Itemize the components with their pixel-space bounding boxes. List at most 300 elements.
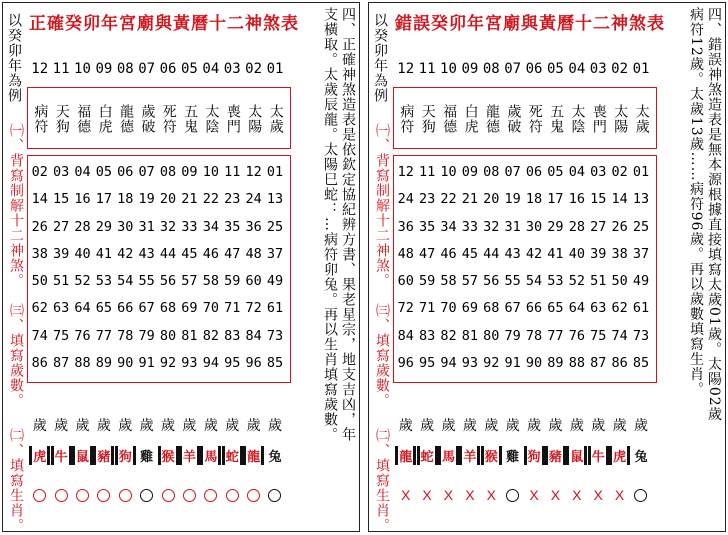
mark-cell: [157, 485, 178, 505]
sui-char: 歲: [118, 418, 133, 434]
grid-row: [29, 159, 286, 186]
age-cell: 77: [547, 327, 564, 344]
grid-row: [29, 350, 286, 377]
zodiac-bracket: [29, 446, 50, 465]
age-cell: 95: [224, 355, 241, 372]
circle-mark: [506, 489, 519, 502]
age-cell: 20: [159, 191, 177, 208]
age-cell: 82: [202, 327, 219, 344]
mark-cell: [459, 485, 480, 505]
mark-cell: [136, 485, 157, 505]
god-name: 天狗: [419, 104, 436, 134]
cross-mark: X: [572, 487, 582, 503]
age-cell: 55: [504, 273, 521, 290]
age-cell: 21: [461, 191, 478, 208]
zodiac-cell: [630, 446, 651, 465]
god-name: 龍德: [483, 104, 500, 134]
note-column-2: 病符12歲。太歲13歲……病符96歲。再以歲數填寫生肖。: [688, 7, 704, 397]
header-number: 03: [223, 61, 241, 77]
age-cell: 77: [95, 327, 112, 344]
grid-row: [395, 268, 652, 295]
zodiac-cell: [222, 446, 243, 465]
header-number: 02: [245, 61, 263, 77]
cross-mark: X: [422, 487, 432, 503]
age-cell: 91: [138, 355, 155, 372]
step1-label: ㈠、背寫制解十二神煞。: [8, 123, 24, 288]
age-cell: 22: [440, 191, 457, 208]
age-cell: 33: [181, 218, 198, 235]
sui-char: 歲: [398, 418, 413, 434]
sui-char: 歲: [32, 418, 47, 434]
zodiac-char: 兔: [268, 450, 282, 465]
age-cell: 73: [266, 327, 284, 344]
sui-char: 歲: [548, 418, 563, 434]
cross-mark: X: [614, 487, 625, 503]
age-cell: 13: [632, 191, 650, 208]
age-cell: 26: [31, 218, 48, 235]
mark-cell: [200, 485, 221, 505]
age-cell: 94: [440, 355, 457, 372]
god-name: 太陽: [246, 104, 263, 134]
cross-mark: X: [465, 487, 475, 503]
grid-row: [395, 350, 652, 377]
circle-mark: [162, 489, 175, 502]
incorrect-table-panel: [368, 2, 726, 532]
age-cell: 90: [117, 355, 134, 372]
age-grid: [29, 159, 286, 377]
sui-char: 歲: [139, 418, 154, 434]
age-cell: 83: [418, 327, 436, 344]
mark-cell: [545, 485, 566, 505]
age-cell: 12: [245, 164, 262, 180]
age-cell: 49: [266, 273, 284, 290]
age-cell: 86: [31, 355, 48, 372]
god-name: 歲破: [139, 104, 156, 134]
circle-mark: [183, 489, 196, 502]
age-cell: 03: [52, 164, 70, 180]
age-cell: 86: [611, 355, 628, 372]
zodiac-bracket: [588, 446, 609, 465]
god-name: 太陰: [569, 104, 586, 134]
age-cell: 87: [590, 355, 607, 372]
step1-label: ㈠、背寫制解十二神煞。: [374, 123, 390, 288]
zodiac-char: 馬: [204, 450, 218, 465]
age-cell: 89: [547, 355, 564, 372]
grid-row: [395, 159, 652, 186]
age-cell: 41: [547, 245, 564, 262]
zodiac-char: 狗: [527, 450, 541, 465]
age-cell: 17: [547, 191, 564, 208]
zodiac-cell: [502, 446, 523, 465]
zodiac-cell: [50, 446, 71, 465]
zodiac-bracket: [115, 446, 136, 465]
zodiac-cell: [523, 446, 544, 465]
zodiac-bracket: [481, 446, 502, 465]
age-cell: 43: [504, 245, 521, 262]
zodiac-bracket: [395, 446, 416, 465]
god-name: 喪門: [224, 104, 241, 134]
age-cell: 70: [440, 300, 457, 317]
age-cell: 67: [504, 300, 521, 317]
age-cell: 18: [525, 191, 543, 208]
age-cell: 79: [504, 327, 521, 344]
mark-cell: [523, 485, 544, 505]
god-name: 死符: [160, 104, 177, 134]
sui-row: [395, 415, 652, 435]
zodiac-bracket: [243, 446, 264, 465]
age-cell: 06: [117, 164, 134, 180]
age-grid: [395, 159, 652, 377]
header-number: 06: [525, 61, 543, 77]
age-cell: 91: [504, 355, 521, 372]
age-cell: 30: [117, 218, 134, 235]
header-number: 10: [74, 61, 91, 77]
age-cell: 09: [181, 164, 198, 180]
age-cell: 03: [590, 164, 607, 180]
cross-mark: X: [443, 487, 454, 503]
age-cell: 60: [397, 273, 414, 290]
age-cell: 11: [418, 164, 436, 180]
age-cell: 07: [504, 164, 521, 180]
age-cell: 19: [504, 191, 521, 208]
mark-cell: [115, 485, 136, 505]
age-cell: 21: [181, 191, 198, 208]
god-names-row: [395, 93, 652, 145]
zodiac-cell: [459, 446, 480, 465]
god-names-row: [29, 93, 286, 145]
age-cell: 43: [138, 245, 155, 262]
zodiac-cell: [588, 446, 609, 465]
grid-row: [395, 295, 652, 322]
age-cell: 20: [483, 191, 500, 208]
sui-char: 歲: [462, 418, 477, 434]
god-name: 白虎: [96, 104, 113, 134]
grid-row: [29, 241, 286, 268]
zodiac-bracket: [459, 446, 480, 465]
god-name: 太陽: [612, 104, 629, 134]
age-cell: 92: [159, 355, 177, 372]
zodiac-char: 牛: [54, 450, 68, 465]
age-cell: 79: [138, 327, 155, 344]
mark-cell: [50, 485, 71, 505]
age-cell: 18: [117, 191, 134, 208]
circle-mark: [634, 489, 647, 502]
mark-cell: [222, 485, 243, 505]
zodiac-cell: [566, 446, 587, 465]
zodiac-char: 雞: [506, 450, 520, 465]
age-cell: 32: [159, 218, 177, 235]
zodiac-bracket: [417, 446, 438, 465]
age-cell: 08: [483, 164, 500, 180]
zodiac-cell: [29, 446, 50, 465]
age-cell: 58: [202, 273, 219, 290]
age-cell: 53: [95, 273, 112, 290]
circle-mark: [247, 489, 260, 502]
circle-mark: [204, 489, 217, 502]
panel-title: 錯誤癸卯年宮廟與黃曆十二神煞表: [395, 14, 665, 34]
grid-row: [29, 186, 286, 213]
zodiac-cell: [72, 446, 93, 465]
cross-mark: X: [593, 487, 603, 503]
zodiac-char: 兔: [634, 450, 648, 465]
age-cell: 49: [632, 273, 650, 290]
zodiac-char: 蛇: [225, 450, 239, 465]
age-cell: 75: [590, 327, 607, 344]
sui-char: 歲: [182, 418, 197, 434]
age-cell: 60: [245, 273, 262, 290]
age-cell: 66: [525, 300, 543, 317]
zodiac-char: 豬: [548, 450, 562, 465]
age-cell: 96: [397, 355, 414, 372]
zodiac-bracket: [609, 446, 630, 465]
age-cell: 28: [74, 218, 91, 235]
mark-cell: [481, 485, 502, 505]
age-cell: 40: [74, 245, 91, 262]
age-cell: 56: [483, 273, 500, 290]
step3-label: ㈢、填寫歲數。: [374, 303, 390, 408]
age-cell: 24: [245, 191, 262, 208]
circle-mark: [97, 489, 110, 502]
header-number: 05: [181, 61, 198, 77]
age-cell: 37: [266, 245, 284, 262]
zodiac-cell: [416, 446, 437, 465]
god-name: 死符: [526, 104, 543, 134]
god-name: 五鬼: [548, 104, 565, 134]
grid-row: [395, 186, 652, 213]
side-label: 以癸卯年為例: [6, 13, 22, 103]
age-cell: 69: [461, 300, 478, 317]
grid-row: [29, 214, 286, 241]
sui-char: 歲: [591, 418, 606, 434]
age-cell: 08: [159, 164, 177, 180]
age-cell: 48: [397, 245, 414, 262]
age-cell: 19: [138, 191, 155, 208]
sui-char: 歲: [633, 418, 648, 434]
zodiac-char: 猴: [484, 450, 498, 465]
age-cell: 28: [568, 218, 585, 235]
sui-char: 歲: [441, 418, 456, 434]
age-cell: 42: [525, 245, 543, 262]
sui-char: 歲: [54, 418, 69, 434]
zodiac-bracket: [51, 446, 72, 465]
header-number: 04: [202, 61, 220, 77]
sui-char: 歲: [420, 418, 435, 434]
zodiac-char: 馬: [441, 450, 455, 465]
age-cell: 11: [224, 164, 241, 180]
grid-row: [29, 323, 286, 350]
zodiac-char: 龍: [247, 450, 261, 465]
age-cell: 36: [397, 218, 414, 235]
age-cell: 38: [31, 245, 48, 262]
cross-mark: X: [550, 487, 561, 503]
age-cell: 34: [202, 218, 219, 235]
mark-cell: [630, 485, 651, 505]
age-cell: 02: [31, 164, 48, 180]
sui-char: 歲: [484, 418, 499, 434]
god-name: 天狗: [53, 104, 70, 134]
circle-mark: [140, 489, 153, 502]
age-cell: 05: [547, 164, 564, 180]
zodiac-cell: [93, 446, 114, 465]
age-cell: 29: [547, 218, 564, 235]
zodiac-bracket: [545, 446, 566, 465]
cross-mark: X: [486, 487, 496, 503]
age-cell: 70: [202, 300, 219, 317]
age-cell: 78: [117, 327, 134, 344]
age-cell: 17: [95, 191, 112, 208]
step3-label: ㈢、填寫歲數。: [8, 303, 24, 408]
age-cell: 88: [568, 355, 585, 372]
age-cell: 40: [568, 245, 585, 262]
header-number: 07: [138, 61, 156, 77]
age-cell: 54: [117, 273, 134, 290]
age-cell: 62: [611, 300, 628, 317]
zodiac-char: 羊: [463, 450, 477, 465]
age-cell: 15: [590, 191, 607, 208]
age-cell: 02: [611, 164, 628, 180]
zodiac-row: [29, 446, 286, 465]
god-name: 福德: [441, 104, 458, 134]
zodiac-bracket: [566, 446, 587, 465]
age-cell: 68: [159, 300, 177, 317]
mark-cell: [264, 485, 285, 505]
zodiac-cell: [243, 446, 264, 465]
age-cell: 54: [525, 273, 543, 290]
age-cell: 58: [440, 273, 457, 290]
age-cell: 53: [547, 273, 564, 290]
age-cell: 26: [611, 218, 628, 235]
cross-mark: X: [401, 487, 411, 503]
age-cell: 89: [95, 355, 112, 372]
age-cell: 55: [138, 273, 155, 290]
god-name: 龍德: [117, 104, 134, 134]
check-marks-row: [29, 485, 286, 505]
header-number: 02: [611, 61, 629, 77]
mark-cell: [72, 485, 93, 505]
side-label: 以癸卯年為例: [372, 13, 388, 103]
age-cell: 04: [568, 164, 585, 180]
zodiac-cell: [179, 446, 200, 465]
sui-char: 歲: [267, 418, 282, 434]
age-cell: 78: [525, 327, 543, 344]
zodiac-bracket: [200, 446, 221, 465]
age-cell: 74: [31, 327, 48, 344]
age-cell: 73: [632, 327, 650, 344]
age-cell: 12: [397, 164, 414, 180]
age-cell: 85: [632, 355, 650, 372]
step2-label: ㈡、填寫生肖。: [374, 428, 390, 533]
header-number: 10: [440, 61, 457, 77]
header-number: 07: [504, 61, 522, 77]
age-cell: 95: [418, 355, 436, 372]
age-cell: 38: [611, 245, 628, 262]
age-cell: 35: [418, 218, 436, 235]
age-cell: 93: [461, 355, 478, 372]
age-cell: 61: [266, 300, 284, 317]
age-cell: 04: [74, 164, 91, 180]
age-cell: 45: [181, 245, 198, 262]
age-cell: 42: [117, 245, 134, 262]
age-cell: 36: [245, 218, 262, 235]
sui-char: 歲: [569, 418, 584, 434]
sui-char: 歲: [612, 418, 627, 434]
header-number: 08: [482, 61, 500, 77]
zodiac-char: 虎: [33, 450, 47, 465]
age-cell: 31: [504, 218, 521, 235]
age-cell: 39: [52, 245, 70, 262]
header-number: 03: [589, 61, 607, 77]
sui-char: 歲: [505, 418, 520, 434]
age-cell: 32: [483, 218, 500, 235]
sui-char: 歲: [527, 418, 542, 434]
mark-cell: [179, 485, 200, 505]
circle-mark: [119, 489, 132, 502]
zodiac-char: 牛: [591, 450, 605, 465]
header-number: 12: [397, 61, 415, 77]
grid-row: [29, 295, 286, 322]
zodiac-char: 鼠: [75, 450, 89, 465]
age-cell: 27: [52, 218, 70, 235]
zodiac-cell: [545, 446, 566, 465]
age-cell: 68: [483, 300, 500, 317]
age-cell: 85: [266, 355, 284, 372]
age-cell: 05: [95, 164, 112, 180]
age-cell: 35: [224, 218, 241, 235]
god-name: 白虎: [462, 104, 479, 134]
age-cell: 46: [440, 245, 457, 262]
zodiac-cell: [481, 446, 502, 465]
age-cell: 67: [138, 300, 155, 317]
age-cell: 01: [266, 164, 284, 180]
zodiac-char: 猴: [161, 450, 175, 465]
age-cell: 07: [138, 164, 155, 180]
grid-row: [29, 268, 286, 295]
god-name: 病符: [32, 104, 49, 134]
age-cell: 83: [224, 327, 241, 344]
mark-cell: [416, 485, 437, 505]
zodiac-char: 狗: [118, 450, 132, 465]
sui-char: 歲: [246, 418, 261, 434]
age-cell: 09: [461, 164, 478, 180]
age-cell: 39: [590, 245, 607, 262]
sui-char: 歲: [203, 418, 218, 434]
header-number-row: [395, 61, 652, 77]
age-cell: 27: [590, 218, 607, 235]
age-cell: 13: [266, 191, 284, 208]
zodiac-cell: [395, 446, 416, 465]
sui-row: [29, 415, 286, 435]
check-marks-row: [395, 485, 652, 505]
age-cell: 23: [224, 191, 241, 208]
age-cell: 71: [418, 300, 436, 317]
age-cell: 81: [461, 327, 478, 344]
zodiac-cell: [609, 446, 630, 465]
age-cell: 52: [74, 273, 91, 290]
note-column-2: 支橫取。太歲辰龍。太陽巳蛇：…病符卯兔。再以生肖填寫歲數。: [322, 7, 338, 442]
header-number: 12: [31, 61, 49, 77]
mark-cell: [29, 485, 50, 505]
zodiac-cell: [438, 446, 459, 465]
god-name: 歲破: [505, 104, 522, 134]
zodiac-cell: [200, 446, 221, 465]
god-name: 太歲: [267, 104, 284, 134]
header-number: 09: [461, 61, 479, 77]
circle-mark: [226, 489, 239, 502]
header-number: 09: [95, 61, 113, 77]
age-cell: 24: [397, 191, 414, 208]
step2-label: ㈡、填寫生肖。: [8, 428, 24, 533]
age-cell: 15: [52, 191, 70, 208]
